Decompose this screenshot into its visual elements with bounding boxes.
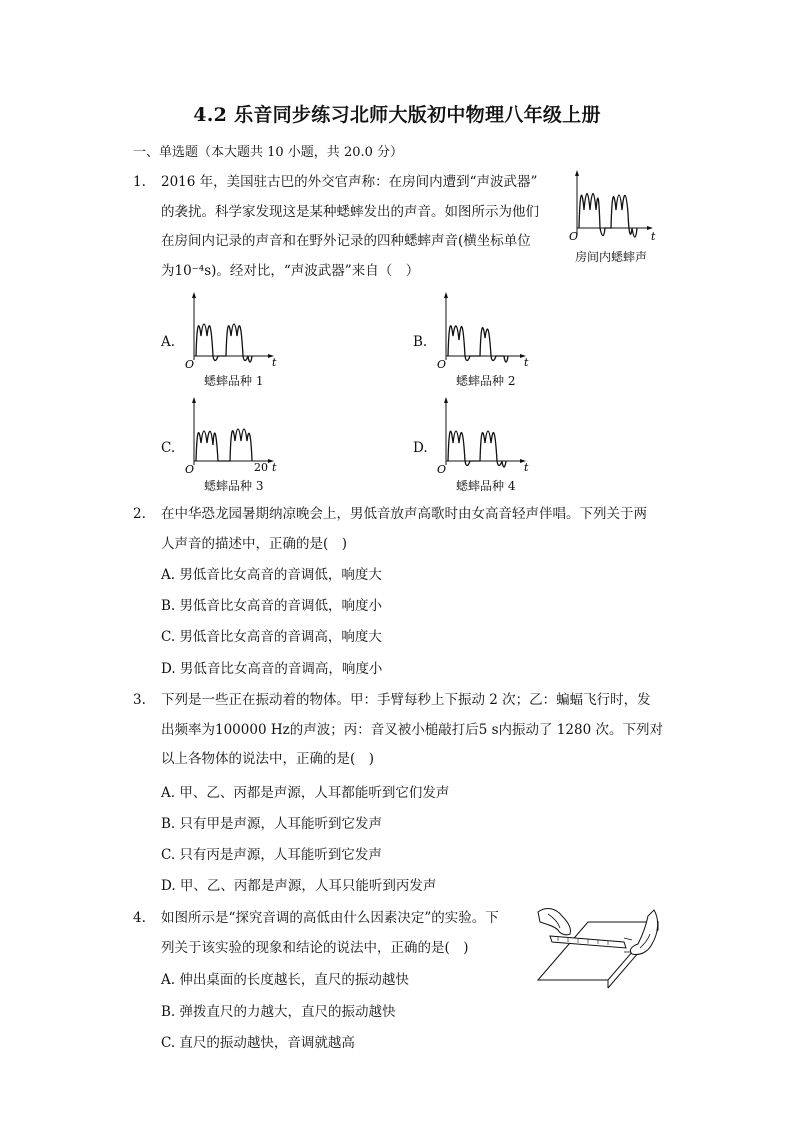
- question-number: 3.: [133, 692, 146, 708]
- option-c[interactable]: C. 男低音比女高音的音调高，响度大: [161, 629, 382, 645]
- waveform-a: [180, 290, 290, 370]
- waveform-b: [432, 290, 542, 370]
- question-3: [133, 686, 673, 775]
- room-waveform-chart: [565, 168, 665, 248]
- question-text-line: 在房间内记录的声音和在野外记录的四种蟋蟀声音(横坐标单位: [161, 233, 531, 249]
- question-text-line: 以上各物体的说法中，正确的是( ): [161, 751, 375, 767]
- option-d[interactable]: D. 男低音比女高音的音调高，响度小: [161, 661, 383, 677]
- option-c[interactable]: C. 只有丙是声源，人耳能听到它发声: [161, 847, 382, 863]
- axis-t-label: t: [272, 461, 277, 474]
- option-letter[interactable]: B.: [413, 334, 428, 350]
- option-d[interactable]: D. 甲、乙、丙都是声源，人耳只能听到丙发声: [161, 878, 437, 894]
- option-a[interactable]: A. 男低音比女高音的音调低，响度大: [161, 567, 382, 583]
- question-text-line: 在中华恐龙园暑期纳凉晚会上，男低音放声高歌时由女高音轻声伴唱。下列关于两: [161, 506, 647, 522]
- option-letter[interactable]: D.: [413, 440, 428, 456]
- figure-room-cricket-sound: [565, 168, 665, 268]
- option-caption: 蟋蟀品种 3: [204, 479, 264, 493]
- question-text-line: 出频率为100000 Hz的声波；丙：音叉被小槌敲打后5 s内振动了 1280 次。下列对: [161, 721, 663, 738]
- option-caption: 蟋蟀品种 2: [456, 374, 516, 388]
- question-4: [133, 904, 533, 963]
- option-b-chart[interactable]: [432, 290, 542, 390]
- question-number: 2.: [133, 506, 146, 522]
- axis-t-label: t: [272, 356, 277, 369]
- axis-origin-label: O: [437, 463, 447, 475]
- option-c-chart[interactable]: [180, 395, 290, 495]
- waveform-d: [432, 395, 542, 475]
- question-text-line: 为10⁻⁴s)。经对比，“声波武器”来自（ ）: [161, 262, 420, 279]
- ruler-experiment-drawing: [528, 900, 668, 990]
- option-a[interactable]: A. 甲、乙、丙都是声源，人耳都能听到它们发声: [161, 785, 450, 801]
- question-number: 4.: [133, 910, 146, 926]
- axis-origin-label: O: [185, 463, 195, 475]
- question-text-line: 如图所示是“探究音调的高低由什么因素决定”的实验。下: [161, 910, 499, 926]
- option-caption: 蟋蟀品种 1: [204, 374, 264, 388]
- option-b[interactable]: B. 男低音比女高音的音调低，响度小: [161, 598, 383, 614]
- question-number: 1.: [133, 174, 146, 190]
- axis-origin-label: O: [185, 358, 195, 370]
- option-a[interactable]: A. 伸出桌面的长度越长，直尺的振动越快: [161, 972, 409, 988]
- page-title: 4.2 乐音同步练习北师大版初中物理八年级上册: [193, 104, 601, 126]
- option-c[interactable]: C. 直尺的振动越快，音调就越高: [161, 1035, 355, 1051]
- question-text-line: 的袭扰。科学家发现这是某种蟋蟀发出的声音。如图所示为他们: [161, 203, 539, 220]
- axis-t-label: t: [524, 461, 529, 474]
- question-text-line: 人声音的描述中，正确的是( ): [161, 535, 348, 552]
- axis-origin-label: O: [437, 358, 447, 370]
- option-b[interactable]: B. 只有甲是声源，人耳能听到它发声: [161, 816, 383, 832]
- option-caption: 蟋蟀品种 4: [456, 479, 516, 493]
- waveform-c: [180, 395, 290, 475]
- figure-caption: 房间内蟋蟀声: [575, 250, 648, 264]
- axis-origin-label: O: [569, 230, 579, 243]
- option-a-chart[interactable]: [180, 290, 290, 390]
- question-2: [133, 500, 673, 559]
- question-text-line: 2016 年，美国驻古巴的外交官声称：在房间内遭到“声波武器”: [161, 174, 538, 190]
- question-1: [133, 168, 563, 286]
- option-letter[interactable]: A.: [161, 334, 176, 350]
- option-d-chart[interactable]: [432, 395, 542, 495]
- axis-t-label: t: [524, 356, 529, 369]
- axis-tick-label: 20: [254, 461, 268, 474]
- section-heading: 一、单选题（本大题共 10 小题，共 20.0 分）: [133, 145, 404, 160]
- axis-t-label: t: [651, 230, 656, 243]
- question-text-line: 列关于该实验的现象和结论的说法中，正确的是( ): [161, 939, 469, 956]
- question-text-line: 下列是一些正在振动着的物体。甲：手臂每秒上下振动 2 次；乙：蝙蝠飞行时，发: [161, 692, 651, 708]
- figure-ruler-experiment: [528, 900, 668, 990]
- option-b[interactable]: B. 弹拨直尺的力越大，直尺的振动越快: [161, 1004, 396, 1020]
- option-letter[interactable]: C.: [161, 440, 176, 456]
